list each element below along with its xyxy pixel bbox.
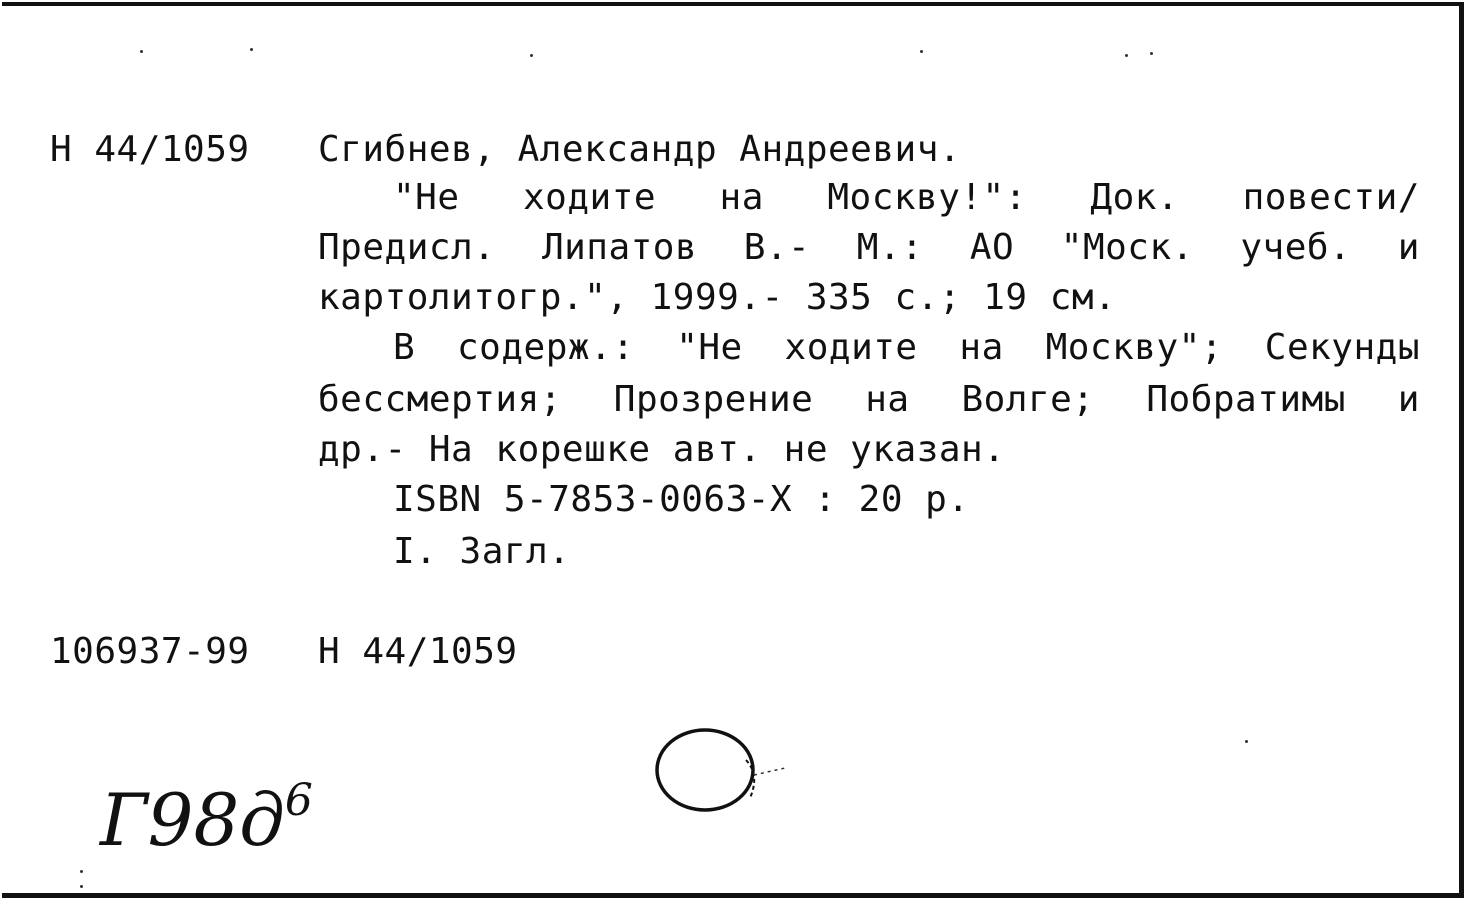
index-entry: I. Загл. [393,531,571,572]
accession-number: 106937-99 [50,631,250,672]
contents-line-2 [318,378,1420,422]
scan-speck [250,48,253,51]
shelf-mark-bottom: Н 44/1059 [318,631,518,672]
contents-word: Секунды [1264,327,1420,368]
scan-speck [80,885,83,888]
contents-word: содерж.: [457,327,635,368]
imprint-line-2: картолитогр.", 1999.- 335 с.; 19 см. [318,277,1117,318]
scan-speck [80,870,83,873]
title-word: "Не [393,177,460,218]
imprint-word: АО [969,227,1015,268]
contents-line-1 [393,326,1420,370]
title-word: Док. [1090,177,1180,218]
title-line [393,176,1420,220]
scan-speck [1150,52,1153,55]
imprint-word: "Моск. [1060,227,1194,268]
punch-hole-icon [650,720,800,830]
scan-speck [920,50,923,53]
scan-speck [140,50,143,53]
contents-word: В [393,327,416,368]
contents-word: Прозрение [613,379,814,420]
scan-speck [1245,740,1248,743]
contents-word: ходите [784,327,918,368]
contents-word: Побратимы [1146,379,1346,420]
contents-word: бессмертия; [318,379,562,420]
contents-word: "Не [676,327,743,368]
imprint-line-1 [318,226,1420,270]
contents-word: и [1397,379,1420,420]
title-word: повести/ [1242,177,1420,218]
scan-speck [1125,54,1128,57]
contents-word: Москву"; [1045,327,1223,368]
isbn-line: ISBN 5-7853-0063-X : 20 р. [393,479,970,520]
imprint-word: и [1397,227,1420,268]
scan-speck [530,54,533,57]
imprint-word: учеб. [1240,227,1352,268]
handwritten-note: Г98д [100,778,285,862]
handwritten-call-number [100,775,313,862]
handwritten-superscript: 6 [284,775,313,826]
title-word: ходите [523,177,657,218]
imprint-word: М.: [856,227,924,268]
title-word: на [719,177,764,218]
imprint-word: Предисл. [318,227,496,268]
contents-word: Волге; [961,379,1095,420]
shelf-mark: Н 44/1059 [50,129,250,170]
title-word: Москву!": [827,177,1027,218]
imprint-word: В.- [743,227,811,268]
author-heading: Сгибнев, Александр Андреевич. [318,129,962,170]
imprint-word: Липатов [541,227,698,268]
contents-word: на [959,327,1004,368]
contents-line-3: др.- На корешке авт. не указан. [318,429,1006,470]
contents-word: на [865,379,910,420]
